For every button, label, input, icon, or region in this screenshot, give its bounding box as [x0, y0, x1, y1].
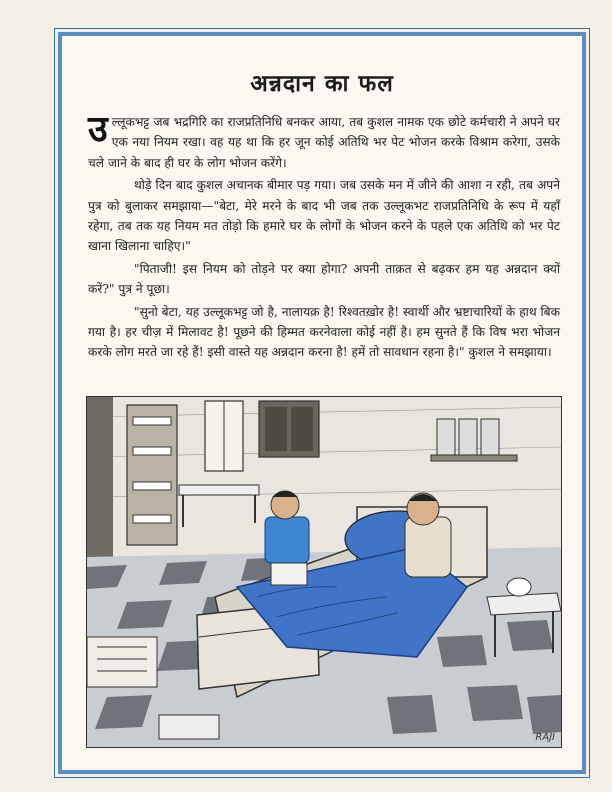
bedroom-scene-image [87, 397, 561, 747]
story-text [88, 108, 560, 365]
paragraph-3: "पिताजी! इस नियम को तोड़ने पर क्या होगा? अपनी ताक़त से बढ़कर हम यह अन्नदान क्यों करें?" पुत्र ने पूछा। [88, 261, 560, 297]
page-frame [58, 32, 586, 774]
paragraph-1-text: ल्लूकभट्ट जब भद्रगिरि का राजप्रतिनिधि बनकर आया, तब कुशल नामक एक छोटे कर्मचारी ने अपने घर एक नया नियम रखा। वह यह था कि हर जून कोई अतिथि भर पेट भोजन करके विश्राम करेगा, उसके चले जाने के बाद ही घर के लोग भोजन करेंगे। [88, 115, 560, 170]
paragraph-1 [88, 108, 560, 173]
artist-signature: RAJI [535, 732, 555, 743]
story-title: अन्नदान का फल [250, 70, 394, 97]
drop-cap: उ [88, 108, 108, 150]
story-illustration [86, 396, 562, 748]
paragraph-2: थोड़े दिन बाद कुशल अचानक बीमार पड़ गया। जब उसके मन में जीने की आशा न रही, तब अपने पुत्र को बुलाकर समझाया—"बेटा, मेरे मरने के बाद भी जब तक उल्लूकभट राजप्रतिनिधि के रूप में यहाँ रहेगा, तब तक यह नियम मत तोड़ो कि हमारे घर के लोगों के भोजन करने के पहले एक अतिथि को भर पेट खाना खिलाना चाहिए।" [88, 178, 560, 254]
paragraph-4: "सुनो बेटा, यह उल्लूकभट्ट जो है, नालायक़ है! रिश्वतख़ोर है! स्वार्थी और भ्रष्टाचारियों के हाथ बिक गया है। हर चीज़ में मिलावट है! पूछने की हिम्मत करनेवाला कोई नहीं है। हम सुनते हैं कि विष भरा भोजन करके लोग मरते जा रहे हैं! इसी वास्ते यह अन्नदान करना है! हमें तो सावधान रहना है।" कुशल ने समझाया। [88, 304, 560, 360]
